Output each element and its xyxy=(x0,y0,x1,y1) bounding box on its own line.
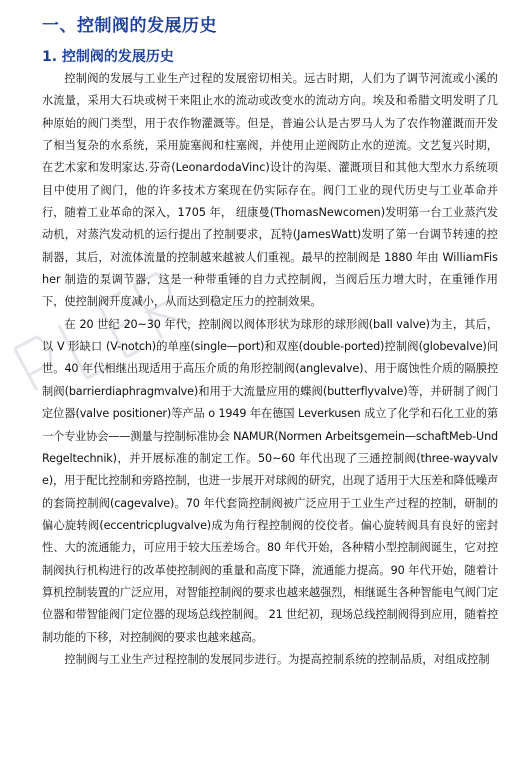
page-heading: 一、控制阀的发展历史 xyxy=(42,16,217,36)
paragraph-process-control: 控制阀与工业生产过程控制的发展同步进行。为提高控制系统的控制品质，对组成控制 xyxy=(64,652,490,666)
body-text xyxy=(42,68,498,671)
paragraph-history-origins: 控制阀的发展与工业生产过程的发展密切相关。远古时期，人们为了调节河流或小溪的水流量，采用大石块或树干来阻止水的流动或改变水的流动方向。埃及和希腊文明发明了几种原始的阀门类型，用于农作物灌溉等。但是，普遍公认是古罗马人为了农作物灌溉而开发了相当复杂的水系统，采用旋塞阀和柱塞阀，并使用止逆阀防止水的逆流。文艺复兴时期，在艺术家和发明家达.芬奇(LeonardodaVinc)设计的沟渠、灌溉项目和其他大型水力系统项目中使用了阀门，他的许多技术方案现在仍实际存在。阀门工业的现代历史与工业革命并行，随着工业革命的深入，1705 年， 纽康曼(ThomasNewcomen)发明第一台工业蒸汽发动机，对蒸汽发动机的运行提出了控制要求，瓦特(JamesWatt)发明了第一台调节转速的控制器，其后，对流体流量的控制越来越被人们重视。最早的控制阀是 1880 年由 WilliamFisher 制造的泵调节器，这是一种带重锤的自力式控制阀，当阀后压力增大时，在重锤作用下，使控制阀开度减小，从而达到稳定压力的控制效果。 xyxy=(42,72,498,309)
section-heading: 1. 控制阀的发展历史 xyxy=(42,49,174,65)
paragraph-20th-century: 在 20 世纪 20~30 年代，控制阀以阀体形状为球形的球形阀(ball valve)为主，其后，以 V 形缺口 (V-notch)的单座(single—port)和双座(double-ported)控制阀(globevalve)问世。40 年代相继出现适用于高压介质的角形控制阀(anglevalve)、用于腐蚀性介质的隔膜控制阀(barrierdiaphragmvalve)和用于大流量应用的蝶阀(butterflyvalve)等，并研制了阀门定位器(valve positioner)等产品 o 1949 年在德国 Leverkusen 成立了化学和石化工业的第一个专业协会——测量与控制标准协会 NAMUR(Normen Arbeitsgemein—schaftMeb-UndRegeltechnik)，并开展标准的制定工作。50~60 年代出现了三通控制阀(three-wayvalve)，用于配比控制和旁路控制，也进一步展开对球阀的研究，出现了适用于大压差和降低噪声的套筒控制阀(cagevalve)。70 年代套筒控制阀被广泛应用于工业生产过程的控制，研制的偏心旋转阀(eccentricplugvalve)成为角行程控制阀的佼佼者。偏心旋转阀具有良好的密封性、大的流通能力，可应用于较大压差场合。80 年代开始，各种精小型控制阀诞生，它对控制阀执行机构进行的改革使控制阀的重量和高度下降，流通能力提高。90 年代开始，随着计算机控制装置的广泛应用，对智能控制阀的要求也越来越强烈，相继诞生各种智能电气阀门定位器和带智能阀门定位器的现场总线控制阀。 21 世纪初，现场总线控制阀得到应用，随着控制功能的下移，对控制阀的要求也越来越高。 xyxy=(42,317,498,644)
